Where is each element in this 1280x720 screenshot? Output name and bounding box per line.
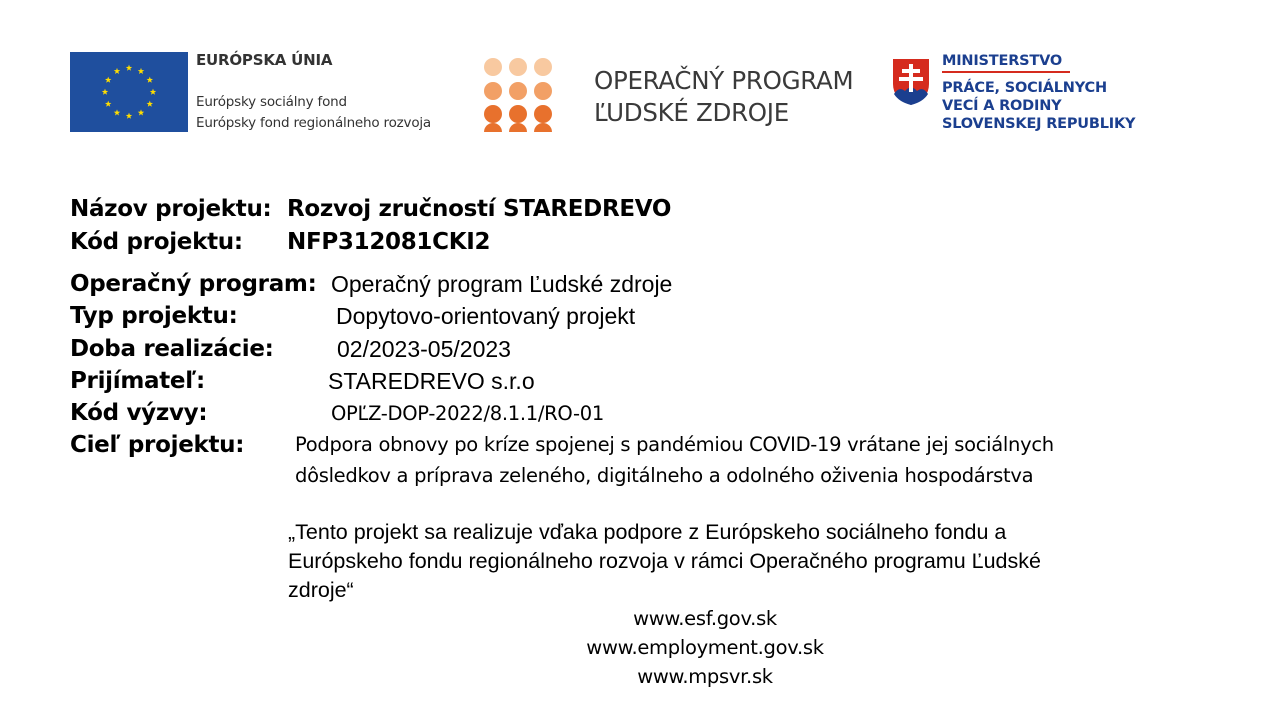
op-title-line-1: OPERAČNÝ PROGRAM (594, 66, 854, 95)
project-type-value: Dopytovo-orientovaný projekt (336, 303, 636, 329)
goal-label: Cieľ projektu: (70, 432, 245, 458)
project-code-value: NFP312081CKI2 (287, 229, 491, 255)
op-dots-icon (482, 56, 562, 136)
statement-line-3: zdroje“ (288, 578, 354, 602)
op-dot (509, 105, 527, 123)
project-type-label: Typ projektu: (70, 303, 238, 329)
eu-star (114, 68, 120, 74)
link-mpsvr[interactable]: www.mpsvr.sk (637, 665, 773, 688)
ministry-title: MINISTERSTVO (942, 53, 1062, 69)
goal-line-2: dôsledkov a príprava zeleného, digitálneho a odolného oživenia hospodárstva (295, 464, 1034, 487)
op-dot (534, 105, 552, 123)
goal-line-1: Podpora obnovy po kríze spojenej s pandémiou COVID-19 vrátane jej sociálnych (295, 433, 1054, 456)
op-title-line-2: ĽUDSKÉ ZDROJE (594, 98, 789, 127)
project-name-label: Názov projektu: (70, 196, 272, 222)
slovak-coat-of-arms-icon (890, 56, 932, 108)
recipient-value: STAREDREVO s.r.o (328, 368, 535, 394)
eu-star (147, 77, 153, 83)
program-value: Operačný program Ľudské zdroje (331, 271, 673, 297)
eu-star (150, 89, 156, 95)
eu-title: EURÓPSKA ÚNIA (196, 51, 333, 69)
project-name-value: Rozvoj zručností STAREDREVO (287, 196, 672, 222)
eu-star (126, 113, 132, 119)
ministry-line-2: VECÍ A RODINY (942, 98, 1062, 114)
op-dot (484, 105, 502, 123)
op-half-dot (484, 123, 502, 132)
op-dot (534, 58, 552, 76)
call-code-label: Kód výzvy: (70, 400, 208, 426)
op-dot (484, 58, 502, 76)
eu-fund-social: Európsky sociálny fond (196, 94, 347, 110)
eu-star (138, 109, 144, 115)
op-dot (484, 82, 502, 100)
program-label: Operačný program: (70, 271, 317, 297)
ministry-line-1: PRÁCE, SOCIÁLNYCH (942, 80, 1107, 96)
call-code-value: OPĽZ-DOP-2022/8.1.1/RO-01 (331, 402, 604, 425)
link-esf[interactable]: www.esf.gov.sk (633, 607, 777, 630)
duration-value: 02/2023-05/2023 (337, 336, 511, 362)
op-dot (509, 58, 527, 76)
eu-star (126, 65, 132, 71)
statement-line-1: „Tento projekt sa realizuje vďaka podpore z Európskeho sociálneho fondu a (288, 520, 1007, 544)
op-half-dot (534, 123, 552, 132)
eu-flag-icon (70, 52, 188, 132)
eu-star (105, 101, 111, 107)
eu-star (105, 77, 111, 83)
op-dot (534, 82, 552, 100)
eu-fund-regional: Európsky fond regionálneho rozvoja (196, 115, 432, 131)
eu-star (114, 109, 120, 115)
eu-star (147, 101, 153, 107)
eu-star (138, 68, 144, 74)
recipient-label: Prijímateľ: (70, 368, 205, 394)
ministry-line-3: SLOVENSKEJ REPUBLIKY (942, 116, 1136, 132)
ministry-underline (942, 71, 1070, 73)
link-employment[interactable]: www.employment.gov.sk (586, 636, 824, 659)
statement-line-2: Európskeho fondu regionálneho rozvoja v rámci Operačného programu Ľudské (288, 549, 1041, 573)
op-half-dot (509, 123, 527, 132)
duration-label: Doba realizácie: (70, 336, 274, 362)
op-dot (509, 82, 527, 100)
eu-star (102, 89, 108, 95)
project-code-label: Kód projektu: (70, 229, 243, 255)
